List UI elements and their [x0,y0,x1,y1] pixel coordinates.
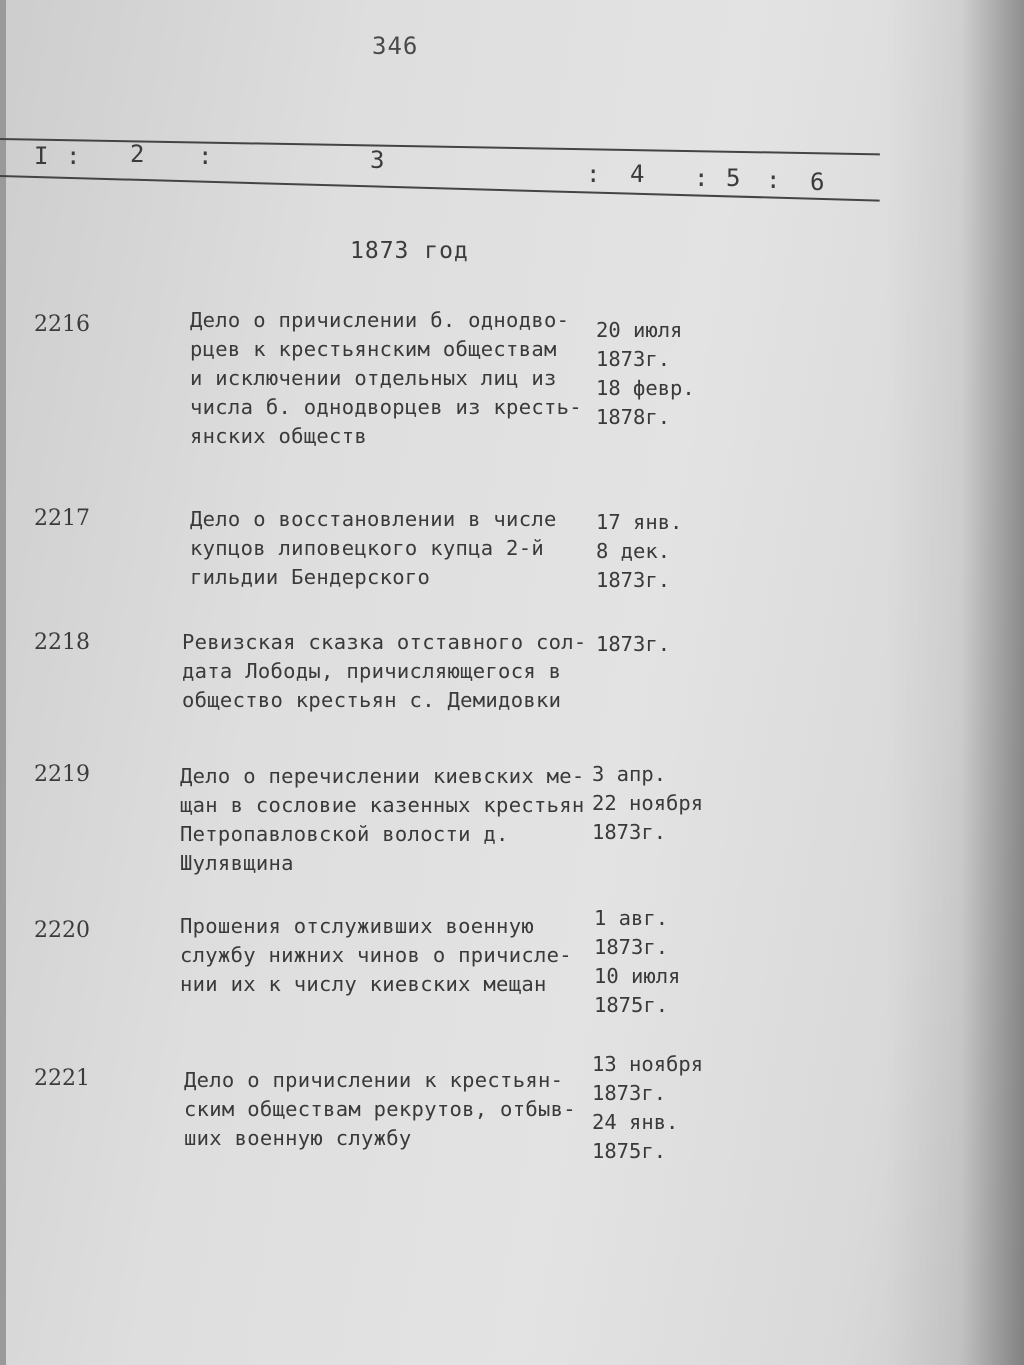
entry-number: 2221 [34,1066,90,1091]
entry-dates: 20 июля 1873г. 18 февр. 1878г. [596,318,695,429]
column-header-3: 3 [370,146,385,174]
header-rule-bottom [0,175,880,202]
column-separator: : [586,160,601,188]
entry-description: Прошения отслуживших военную службу нижних чинов о причисле- нии их к числу киевских мещан [180,914,572,996]
column-separator: : [198,142,213,170]
entry-dates: 1 авг. 1873г. 10 июля 1875г. [594,906,681,1017]
column-header-5: 5 [726,164,741,192]
entry-number: 2217 [34,506,90,531]
column-separator: : [694,164,709,192]
entry-description: Дело о причислении б. однодво- рцев к крестьянским обществам и исключении отдельных лиц из числа б. однодворцев из кресть- янских обществ [190,308,582,448]
entry-number: 2216 [34,312,90,337]
page-number: 346 [372,32,419,60]
entry-dates: 17 янв. 8 дек. 1873г. [596,510,683,592]
entry-description: Дело о восстановлении в числе купцов липовецкого купца 2-й гильдии Бендерского [190,507,557,589]
entry-number: 2220 [34,918,90,943]
entry-dates: 1873г. [596,632,671,656]
entry-number: 2218 [34,630,90,655]
entry-description: Дело о причислении к крестьян- ским обществам рекрутов, отбыв- ших военную службу [184,1068,576,1150]
page-edge [0,0,6,1365]
column-header-1: I [34,142,49,170]
column-header-4: 4 [630,160,645,188]
year-heading: 1873 год [350,238,469,264]
entry-dates: 3 апр. 22 ноября 1873г. [592,762,704,844]
entry-dates: 13 ноября 1873г. 24 янв. 1875г. [592,1052,704,1163]
entry-description: Ревизская сказка отставного сол- дата Лободы, причисляющегося в общество крестьян с. Демидовки [182,630,587,712]
column-header-6: 6 [810,168,825,196]
entry-number: 2219 [34,762,90,787]
column-header-2: 2 [130,140,145,168]
column-separator: : [766,166,781,194]
entry-description: Дело о перечислении киевских ме- щан в сословие казенных крестьян Петропавловской волости д. Шулявщина [180,764,585,875]
column-separator: : [66,142,81,170]
